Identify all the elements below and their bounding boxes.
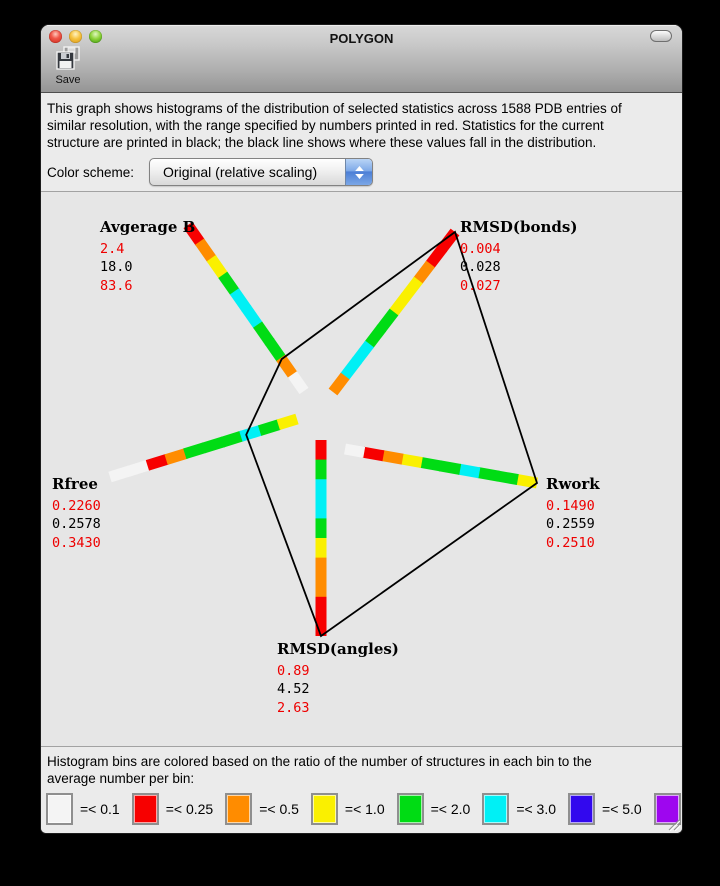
histogram-bin-rwork [401, 459, 421, 463]
axis-labels-avg_b [100, 218, 195, 295]
histogram-bin-rfree [241, 430, 261, 436]
legend-bin-white [46, 793, 120, 825]
histogram-bin-rfree [204, 442, 224, 448]
axis-labels-rmsd_angles [277, 640, 399, 717]
polygon-window [41, 25, 682, 833]
histogram-bin-rfree [278, 419, 297, 425]
save-button[interactable] [48, 46, 88, 86]
axis-value-current: 18.0 [100, 259, 133, 276]
axis-labels-rfree [52, 475, 101, 552]
histogram-bin-rfree [129, 465, 149, 471]
histogram-bin-rwork [497, 476, 517, 480]
legend-bin-orange [225, 793, 299, 825]
histogram-bin-rfree [110, 471, 130, 477]
axis-value-max: 2.63 [277, 699, 310, 716]
histogram-bin-avg_b [246, 308, 258, 326]
legend-bin-label: =< 2.0 [430, 801, 471, 817]
histogram-bin-avg_b [211, 258, 223, 276]
axis-value-current: 4.52 [277, 681, 310, 698]
histogram-bin-rmsd_bonds [430, 248, 443, 265]
axis-name: Avgerage B [100, 218, 196, 236]
description-text-line: similar resolution, with the range specified by numbers printed in red. Statistics for the current [47, 118, 604, 133]
description-text-line: structure are printed in black; the black line shows where these values fall in the distribution. [47, 135, 597, 150]
legend-color-swatch-yellow [311, 793, 338, 825]
legend-bin-blue [568, 793, 642, 825]
axis-value-min: 0.2260 [52, 498, 101, 514]
legend-bin-cyan [482, 793, 556, 825]
axis-value-max: 83.6 [100, 277, 133, 294]
legend-bin-green [397, 793, 471, 825]
histogram-bin-avg_b [200, 242, 212, 260]
legend-bin-yellow [311, 793, 385, 825]
histogram-bin-avg_b [223, 275, 235, 293]
window-chrome [41, 25, 682, 93]
legend-bin-label: =< 1.0 [344, 801, 385, 817]
histogram-bin-rfree [166, 453, 186, 459]
histogram-bin-avg_b [269, 341, 281, 359]
axis-value-current: 0.028 [460, 259, 501, 276]
axis-value-min: 0.1490 [546, 498, 595, 514]
window-title: POLYGON [329, 31, 394, 46]
legend-text-line: Histogram bins are colored based on the ratio of the number of structures in each bin to the [47, 754, 592, 769]
description-panel [41, 93, 682, 192]
axis-value-min: 0.004 [460, 241, 501, 257]
legend-color-swatch-red [132, 793, 159, 825]
radar-plot-area [41, 192, 682, 747]
legend-bin-label: =< 0.25 [165, 801, 214, 817]
legend-bin-label: =< 0.5 [259, 801, 299, 817]
axis-labels-rmsd_bonds [460, 218, 577, 295]
histogram-bin-rwork [517, 479, 537, 483]
toolbar-toggle-pill-button[interactable] [650, 30, 672, 42]
histogram-bin-rmsd_bonds [381, 312, 394, 329]
save-floppy-icon [55, 46, 82, 73]
histogram-bin-avg_b [258, 325, 270, 343]
histogram-bin-rfree [222, 436, 242, 442]
legend-color-swatch-white [46, 793, 73, 825]
histogram-bin-rfree [185, 448, 205, 454]
axis-value-max: 0.027 [460, 277, 501, 294]
color-scheme-row [47, 158, 674, 186]
histogram-bin-rmsd_bonds [418, 264, 431, 281]
legend-color-swatch-blue [568, 793, 595, 825]
histogram-bin-rmsd_bonds [405, 280, 418, 297]
legend-bin-red [132, 793, 214, 825]
legend-panel [41, 747, 682, 833]
legend-color-swatch-orange [225, 793, 252, 825]
histogram-bin-rwork [440, 466, 460, 470]
legend-bin-label: =< 0.1 [80, 801, 120, 817]
axis-labels-rwork [546, 475, 600, 552]
dropdown-stepper-cap [345, 159, 372, 185]
histogram-bin-rmsd_bonds [369, 328, 382, 345]
histogram-bin-rwork [459, 469, 479, 473]
histogram-bin-rmsd_bonds [333, 376, 345, 392]
histogram-bin-rwork [382, 456, 402, 460]
histogram-bin-rmsd_bonds [344, 360, 357, 377]
legend-color-swatch-green [397, 793, 424, 825]
legend-bin-label: =< 3.0 [516, 801, 557, 817]
histogram-bin-avg_b [281, 358, 293, 376]
histogram-bin-rwork [478, 473, 498, 477]
color-scheme-selected-value: Original (relative scaling) [163, 164, 318, 180]
axis-value-max: 0.2510 [546, 534, 595, 551]
color-scheme-dropdown[interactable] [149, 158, 373, 186]
histogram-bin-rwork [421, 462, 441, 466]
axis-value-max: 0.3430 [52, 534, 101, 551]
description-text-line: This graph shows histograms of the distribution of selected statistics across 1588 PDB entries of [47, 101, 622, 116]
histogram-bin-avg_b [234, 291, 246, 309]
axis-value-min: 0.89 [277, 663, 310, 679]
histogram-bin-rwork [345, 449, 364, 452]
histogram-bin-rmsd_bonds [393, 296, 406, 313]
axis-value-min: 2.4 [100, 241, 125, 257]
histogram-bin-rfree [147, 459, 167, 465]
histogram-bin-rwork [363, 452, 383, 456]
color-scheme-label: Color scheme: [47, 164, 135, 180]
legend-color-swatch-cyan [482, 793, 509, 825]
legend-bins-row [46, 793, 674, 825]
axis-name: RMSD(angles) [277, 640, 399, 658]
histogram-bin-rmsd_bonds [357, 344, 370, 361]
axis-value-current: 0.2559 [546, 516, 595, 533]
axis-name: RMSD(bonds) [460, 218, 578, 236]
resize-grip[interactable] [665, 816, 680, 831]
axis-name: Rwork [546, 475, 600, 493]
legend-bin-label: =< 5.0 [602, 801, 642, 817]
axis-value-current: 0.2578 [52, 516, 101, 533]
legend-text-line: average number per bin: [47, 771, 195, 786]
axis-name: Rfree [52, 475, 98, 493]
up-down-arrows-icon [354, 165, 365, 180]
histogram-bin-avg_b [292, 374, 304, 391]
histogram-bin-rfree [260, 424, 280, 430]
save-button-label: Save [55, 74, 81, 86]
